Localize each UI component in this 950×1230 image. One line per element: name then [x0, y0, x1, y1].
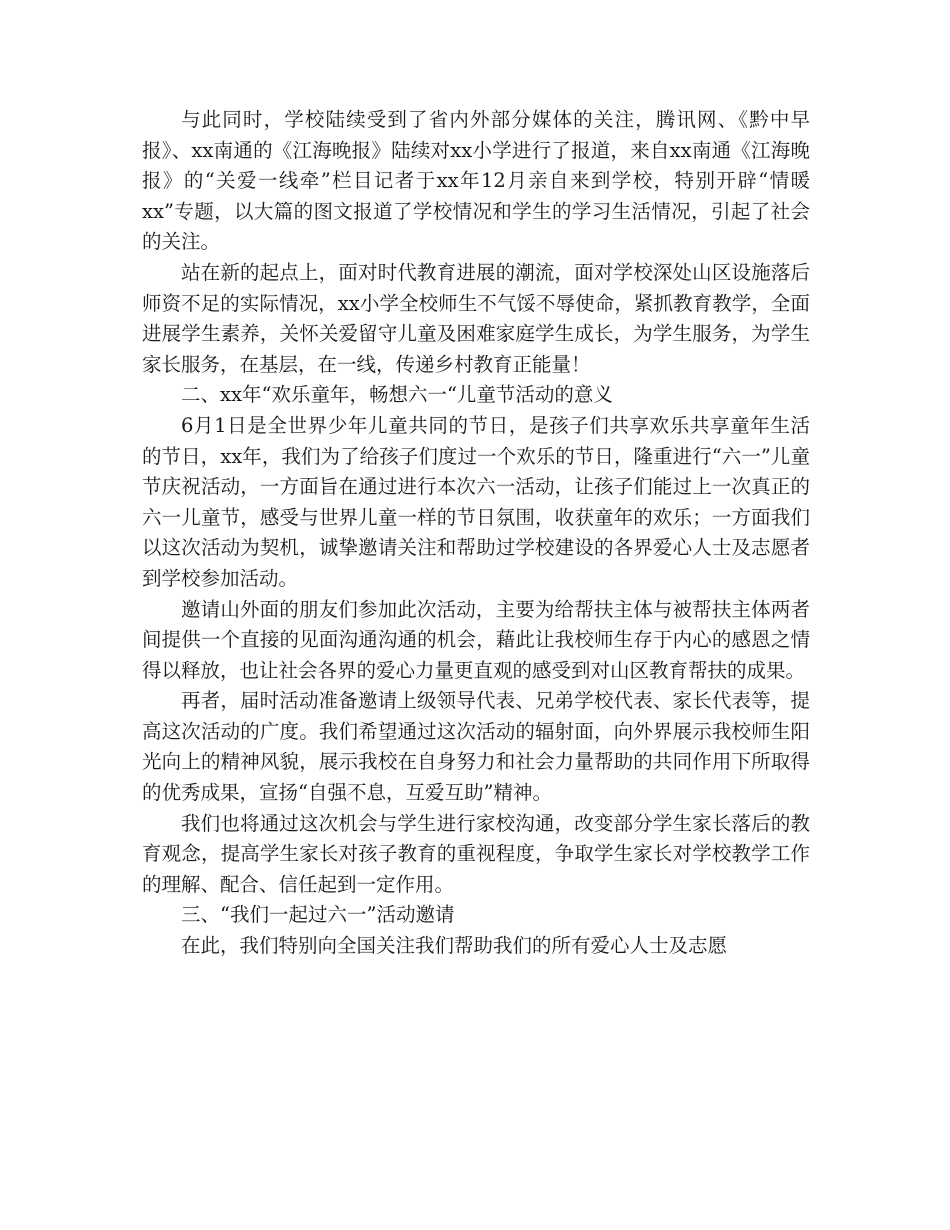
paragraph-childrens-day: 6月1日是全世界少年儿童共同的节日，是孩子们共享欢乐共享童年生活的节日，xx年，我们为了给孩子们度过一个欢乐的节日，隆重进行“六一”儿童节庆祝活动，一方面旨在通过进行本次六一活动，让孩子们能过上一次真正的六一儿童节，感受与世界儿童一样的节日氛围，收获童年的欢乐；一方面我们以这次活动为契机，诚挚邀请关注和帮助过学校建设的各界爱心人士及志愿者到学校参加活动。: [142, 413, 810, 590]
paragraph-invitation: 在此，我们特别向全国关注我们帮助我们的所有爱心人士及志愿: [181, 934, 728, 958]
paragraph-new-starting-point: 站在新的起点上，面对时代教育进展的潮流，面对学校深处山区设施落后师资不足的实际情况，xx小学全校师生不气馁不辱使命，紧抓教育教学，全面进展学生素养，关怀关爱留守儿童及困难家庭学生成长，为学生服务，为学生家长服务，在基层，在一线，传递乡村教育正能量！: [142, 260, 810, 376]
section-heading-two: 二、xx年“欢乐童年，畅想六一“儿童节活动的意义: [181, 383, 613, 407]
paragraph-home-school-communication: 我们也将通过这次机会与学生进行家校沟通，改变部分学生家长落后的教育观念，提高学生家长对孩子教育的重视程度，争取学生家长对学校教学工作的理解、配合、信任起到一定作用。: [142, 811, 810, 896]
paragraph-invite-friends: 邀请山外面的朋友们参加此次活动，主要为给帮扶主体与被帮扶主体两者间提供一个直接的见面沟通沟通的机会，藉此让我校师生存于内心的感恩之情得以释放，也让社会各界的爱心力量更直观的感受到对山区教育帮扶的成果。: [142, 597, 810, 682]
paragraph-media-attention: 与此同时，学校陆续受到了省内外部分媒体的关注，腾讯网、《黔中早报》、xx南通的《江海晚报》陆续对xx小学进行了报道，来自xx南通《江海晚报》的“关爱一线牵”栏目记者于xx年12月亲自来到学校，特别开辟“情暖xx”专题，以大篇的图文报道了学校情况和学生的学习生活情况，引起了社会的关注。: [142, 108, 810, 254]
paragraph-invite-representatives: 再者，届时活动准备邀请上级领导代表、兄弟学校代表、家长代表等，提高这次活动的广度。我们希望通过这次活动的辐射面，向外界展示我校师生阳光向上的精神风貌，展示我校在自身努力和社会力量帮助的共同作用下所取得的优秀成果，宣扬“自强不息，互爱互助”精神。: [142, 689, 810, 805]
section-heading-three: 三、“我们一起过六一”活动邀请: [181, 903, 455, 927]
document-body: [142, 105, 810, 962]
